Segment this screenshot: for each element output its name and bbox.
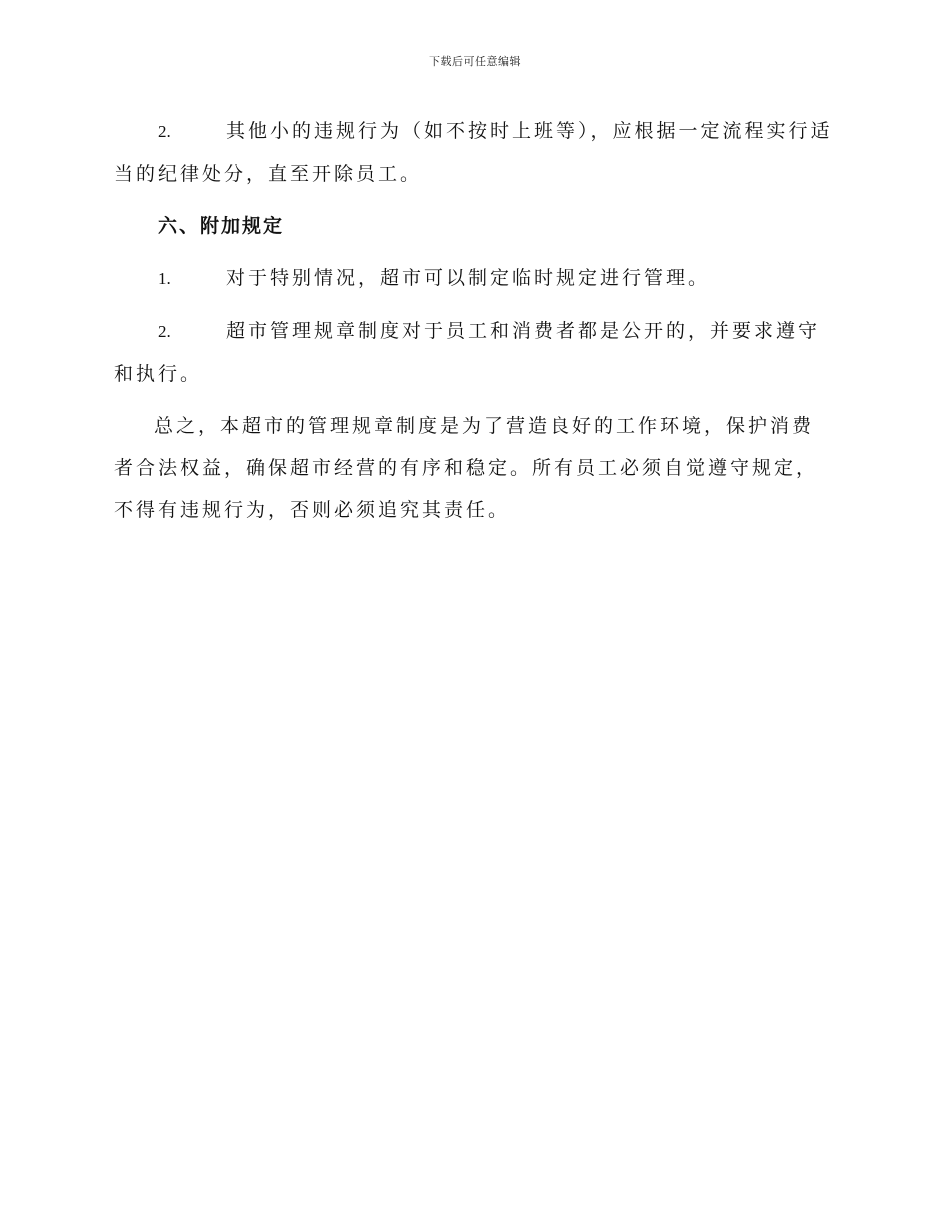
- list-number: 2.: [158, 322, 171, 341]
- list-item-discipline: [114, 110, 834, 195]
- section-heading: 六、附加规定: [158, 215, 285, 237]
- list-item-temporary-rules: [114, 257, 834, 300]
- document-body: [114, 110, 834, 541]
- list-item-text: 其他小的违规行为（如不按时上班等），应根据一定流程实行适当的纪律处分，直至开除员工。: [114, 120, 833, 185]
- list-number: 1.: [158, 269, 171, 288]
- list-item-public-rules: [114, 310, 834, 395]
- list-item-text: 超市管理规章制度对于员工和消费者都是公开的，并要求遵守和执行。: [114, 320, 821, 385]
- summary-paragraph: 总之，本超市的管理规章制度是为了营造良好的工作环境，保护消费者合法权益，确保超市经营的有序和稳定。所有员工必须自觉遵守规定，不得有违规行为，否则必须追究其责任。: [114, 415, 819, 521]
- list-number: 2.: [158, 122, 171, 141]
- page-header: 下载后可任意编辑: [429, 55, 521, 68]
- list-item-text: 对于特别情况，超市可以制定临时规定进行管理。: [226, 267, 711, 289]
